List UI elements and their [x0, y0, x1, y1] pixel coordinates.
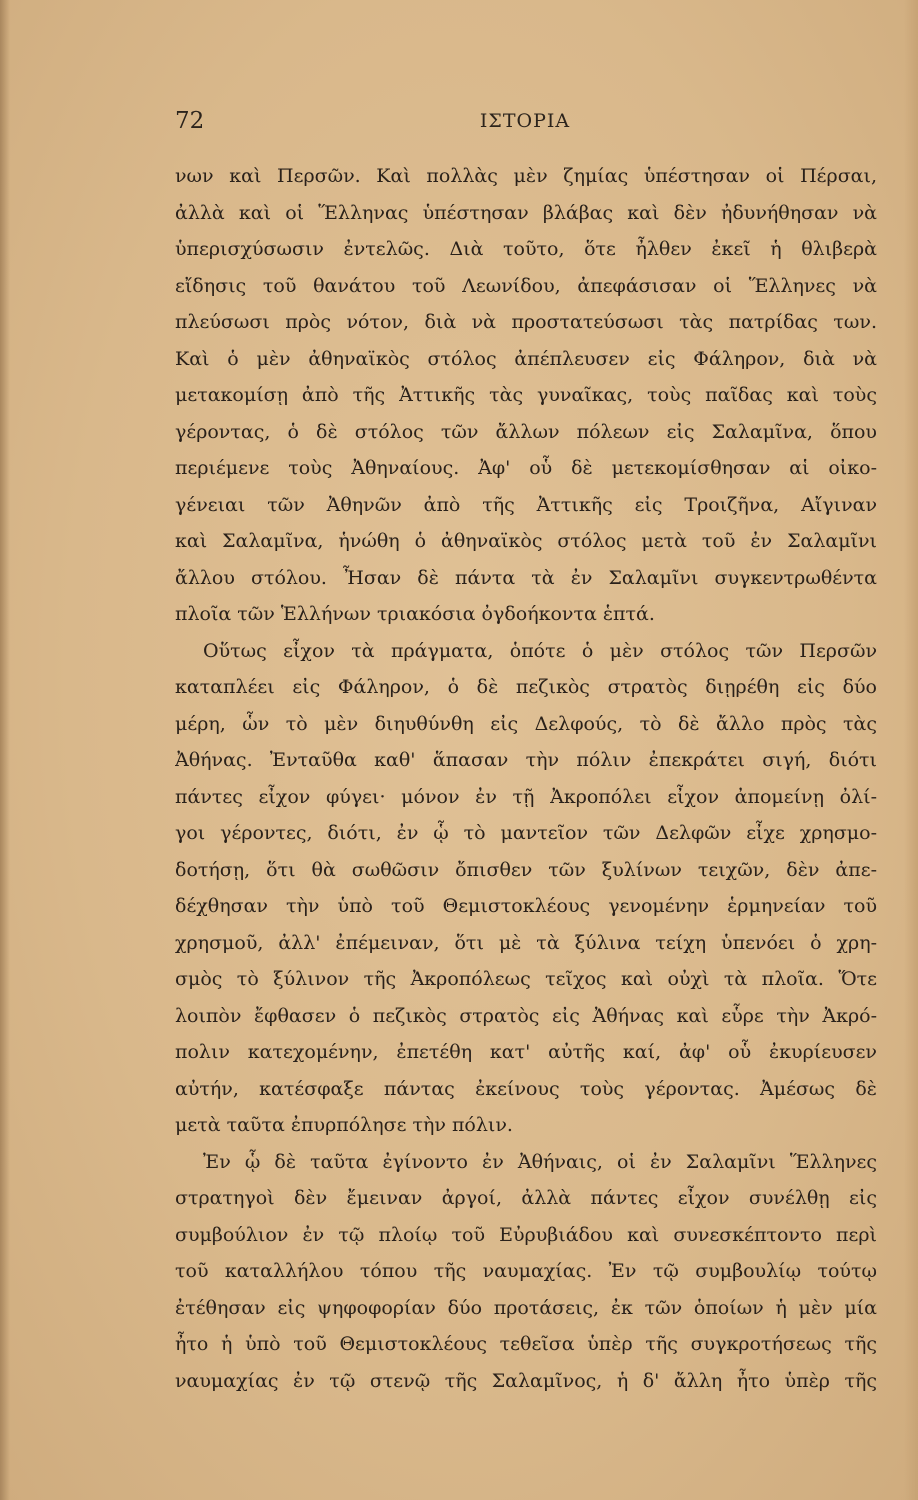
page-number: 72	[175, 108, 205, 134]
text-line: πάντες εἶχον φύγει· μόνον ἐν τῇ Ἀκροπόλει εἶχον ἀπομείνῃ ὀλί-	[175, 785, 877, 808]
text-line: δοτήσῃ, ὅτι θὰ σωθῶσιν ὄπισθεν τῶν ξυλίνων τειχῶν, δὲν ἀπε-	[175, 858, 877, 881]
text-line: πλοῖα τῶν Ἑλλήνων τριακόσια ὀγδοήκοντα ἑπτά.	[175, 603, 655, 625]
text-line: πολιν κατεχομένην, ἐπετέθη κατ' αὐτῆς καί, ἀφ' οὗ ἐκυρίευσεν	[175, 1041, 877, 1063]
text-line: καὶ Σαλαμῖνα, ἡνώθη ὁ ἀθηναϊκὸς στόλος μετὰ τοῦ ἐν Σαλαμῖνι	[175, 530, 877, 552]
text-line: ὑπερισχύσωσιν ἐντελῶς. Διὰ τοῦτο, ὅτε ἦλθεν ἐκεῖ ἡ θλιβερὰ	[175, 238, 877, 260]
text-line: λοιπὸν ἔφθασεν ὁ πεζικὸς στρατὸς εἰς Ἀθήνας καὶ εὗρε τὴν Ἀκρό-	[175, 1004, 877, 1027]
text-line: στρατηγοὶ δὲν ἔμειναν ἀργοί, ἀλλὰ πάντες εἶχον συνέλθῃ εἰς	[175, 1187, 877, 1209]
text-line: χρησμοῦ, ἀλλ' ἐπέμειναν, ὅτι μὲ τὰ ξύλινα τείχη ὑπενόει ὁ χρη-	[175, 931, 877, 954]
text-line: νων καὶ Περσῶν. Καὶ πολλὰς μὲν ζημίας ὑπέστησαν οἱ Πέρσαι,	[175, 165, 877, 187]
text-line: ναυμαχίας ἐν τῷ στενῷ τῆς Σαλαμῖνος, ἡ δ' ἄλλη ἦτο ὑπὲρ τῆς	[175, 1369, 877, 1392]
body-text	[175, 158, 877, 1399]
text-line: Καὶ ὁ μὲν ἀθηναϊκὸς στόλος ἀπέπλευσεν εἰς Φάληρον, διὰ νὰ	[175, 347, 877, 370]
text-line: εἴδησις τοῦ θανάτου τοῦ Λεωνίδου, ἀπεφάσισαν οἱ Ἕλληνες νὰ	[175, 274, 877, 297]
page-right-edge	[904, 0, 918, 1500]
text-line: αὐτήν, κατέσφαξε πάντας ἐκείνους τοὺς γέροντας. Ἀμέσως δὲ	[175, 1077, 877, 1100]
text-line: μετὰ ταῦτα ἐπυρπόλησε τὴν πόλιν.	[175, 1114, 513, 1136]
text-line: ἀλλὰ καὶ οἱ Ἕλληνας ὑπέστησαν βλάβας καὶ δὲν ἠδυνήθησαν νὰ	[175, 201, 877, 224]
text-line: ἦτο ἡ ὑπὸ τοῦ Θεμιστοκλέους τεθεῖσα ὑπὲρ τῆς συγκροτήσεως τῆς	[175, 1333, 877, 1355]
text-line: σμὸς τὸ ξύλινον τῆς Ἀκροπόλεως τεῖχος καὶ οὐχὶ τὰ πλοῖα. Ὅτε	[175, 968, 877, 990]
text-line: τοῦ καταλλήλου τόπου τῆς ναυμαχίας. Ἐν τῷ συμβουλίῳ τούτῳ	[175, 1260, 877, 1282]
text-line: Ἐν ᾧ δὲ ταῦτα ἐγίνοντο ἐν Ἀθήναις, οἱ ἐν Σαλαμῖνι Ἕλληνες	[203, 1150, 877, 1173]
text-line: καταπλέει εἰς Φάληρον, ὁ δὲ πεζικὸς στρατὸς διῃρέθη εἰς δύο	[175, 676, 877, 698]
text-line: Οὕτως εἶχον τὰ πράγματα, ὁπότε ὁ μὲν στόλος τῶν Περσῶν	[203, 639, 877, 662]
page-header	[175, 108, 875, 138]
text-line: ἄλλου στόλου. Ἦσαν δὲ πάντα τὰ ἐν Σαλαμῖνι συγκεντρωθέντα	[175, 566, 877, 589]
page-left-edge	[0, 0, 10, 1500]
text-line: μετακομίσῃ ἀπὸ τῆς Ἀττικῆς τὰς γυναῖκας, τοὺς παῖδας καὶ τοὺς	[175, 384, 877, 406]
text-line: μέρη, ὧν τὸ μὲν διηυθύνθη εἰς Δελφούς, τὸ δὲ ἄλλο πρὸς τὰς	[175, 712, 877, 735]
text-line: δέχθησαν τὴν ὑπὸ τοῦ Θεμιστοκλέους γενομένην ἑρμηνείαν τοῦ	[175, 895, 877, 917]
text-line: Ἀθήνας. Ἐνταῦθα καθ' ἅπασαν τὴν πόλιν ἐπεκράτει σιγή, διότι	[175, 749, 877, 771]
text-line: γένειαι τῶν Ἀθηνῶν ἀπὸ τῆς Ἀττικῆς εἰς Τροιζῆνα, Αἴγιναν	[175, 493, 877, 516]
text-line: γέροντας, ὁ δὲ στόλος τῶν ἄλλων πόλεων εἰς Σαλαμῖνα, ὅπου	[175, 420, 877, 443]
text-line: γοι γέροντες, διότι, ἐν ᾧ τὸ μαντεῖον τῶν Δελφῶν εἶχε χρησμο-	[175, 822, 877, 844]
text-line: συμβούλιον ἐν τῷ πλοίῳ τοῦ Εὐρυβιάδου καὶ συνεσκέπτοντο περὶ	[175, 1223, 877, 1246]
text-line: πλεύσωσι πρὸς νότον, διὰ νὰ προστατεύσωσι τὰς πατρίδας των.	[175, 311, 877, 333]
text-line: ἐτέθησαν εἰς ψηφοφορίαν δύο προτάσεις, ἐκ τῶν ὁποίων ἡ μὲν μία	[175, 1296, 877, 1319]
text-line: περιέμενε τοὺς Ἀθηναίους. Ἀφ' οὗ δὲ μετεκομίσθησαν αἱ οἰκο-	[175, 457, 877, 479]
running-title: ΙΣΤΟΡΙΑ	[479, 110, 571, 132]
